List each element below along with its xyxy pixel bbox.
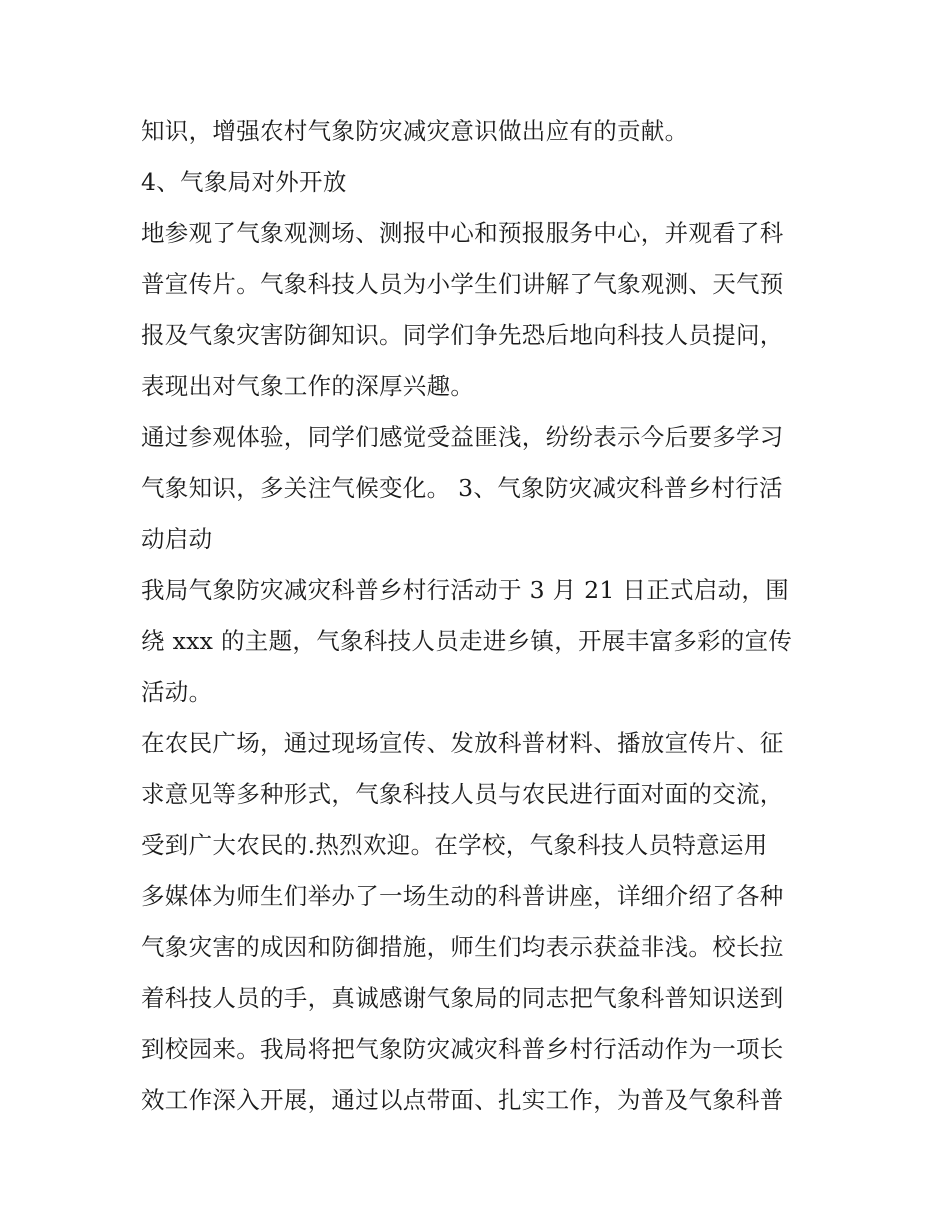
text-line: 效工作深入开展，通过以点带面、扎实工作，为普及气象科普 xyxy=(141,1086,784,1114)
text-line: 求意见等多种形式，气象科技人员与农民进行面对面的交流， xyxy=(141,780,784,808)
text-line: 表现出对气象工作的深厚兴趣。 xyxy=(141,372,475,400)
text-line: 地参观了气象观测场、测报中心和预报服务中心，并观看了科 xyxy=(141,219,784,247)
text-line: 到校园来。我局将把气象防灾减灾科普乡村行活动作为一项长 xyxy=(141,1035,784,1063)
text-line: 报及气象灾害防御知识。同学们争先恐后地向科技人员提问， xyxy=(141,321,784,349)
text-line: 着科技人员的手，真诚感谢气象局的同志把气象科普知识送到 xyxy=(141,984,784,1012)
text-line: 知识，增强农村气象防灾减灾意识做出应有的贡献。 xyxy=(141,117,689,145)
text-line: 动启动 xyxy=(141,525,213,553)
text-line: 在农民广场，通过现场宣传、发放科普材料、播放宣传片、征 xyxy=(141,729,784,757)
text-line: 绕 xxx 的主题，气象科技人员走进乡镇，开展丰富多彩的宣传 xyxy=(141,627,793,655)
document-body xyxy=(141,106,821,1126)
text-line: 受到广大农民的.热烈欢迎。在学校，气象科技人员特意运用 xyxy=(141,831,768,859)
text-line: 气象灾害的成因和防御措施，师生们均表示获益非浅。校长拉 xyxy=(141,933,784,961)
section-heading: 4、气象局对外开放 xyxy=(141,168,347,196)
text-line: 普宣传片。气象科技人员为小学生们讲解了气象观测、天气预 xyxy=(141,270,784,298)
text-line: 通过参观体验，同学们感觉受益匪浅，纷纷表示今后要多学习 xyxy=(141,423,784,451)
text-line: 气象知识，多关注气候变化。 3、气象防灾减灾科普乡村行活 xyxy=(141,474,783,502)
text-line: 活动。 xyxy=(141,678,213,706)
text-line: 我局气象防灾减灾科普乡村行活动于 3 月 21 日正式启动，围 xyxy=(141,576,790,604)
text-line: 多媒体为师生们举办了一场生动的科普讲座，详细介绍了各种 xyxy=(141,882,784,910)
